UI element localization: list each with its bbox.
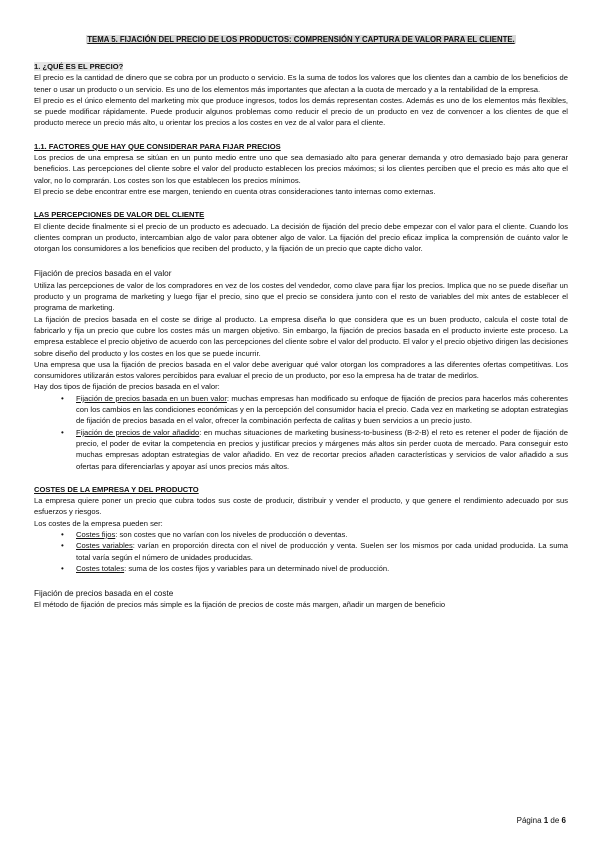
list-item [34,540,568,563]
list-item [34,393,568,427]
valor-paragraph-2: La fijación de precios basada en el coste se dirige al producto. La empresa diseña lo que considera que es un buen producto, calcula el coste total de fabricarlo y fija un precio que cubre los costes más un margen objetivo. Sin embargo, la fijación de precios basada en el producto invierte este proceso. La empresa establece el precio objetivo de acuerdo con las percepciones del cliente sobre el valor del producto. El valor y el precio objetivo dirigen las decisiones sobre diseño del producto y los costes en los que se puede incurrir. [34,314,568,358]
section-1-heading: 1. ¿QUÉ ES EL PRECIO? [34,62,124,71]
valor-paragraph-3: Una empresa que usa la fijación de precios basada en el valor debe averiguar qué valor otorgan los compradores a las diferentes ofertas competitivas. Los consumidores utilizarán estos valores percibidos para evaluar el precio de un producto, por eso la empresa ha de tratar de medirlos. [34,359,568,381]
bullet-icon: • [61,393,64,403]
bullet-text: : en muchas situaciones de marketing business-to-business (B-2-B) el reto es retener el poder de fijación de precio, el poder de evitar la competencia en precios y justificar precios y márgenes más altos sin perder cuota de mercado. Para conseguir esto muchas empresas adoptan estrategias de valor añadido. En vez de recortar precios añaden características y servicios de valor añadido a sus ofertas para diferenciarlas y apoyar así unos precios más altos. [76,427,569,471]
percepciones-paragraph: El cliente decide finalmente si el precio de un producto es adecuado. La decisión de fijación del precio debe empezar con el valor para el cliente. Cuando los clientes compran un producto, intercambian algo de valor para obtener algo de valor. La fijación del precio eficaz implica la comprensión de cuánto valor le otorgan los consumidores a los beneficios que reciben del producto, y la fijación de un precio que capte dicho valor. [34,221,568,254]
page-content [34,34,568,611]
section-1-paragraph-2: El precio es el único elemento del marketing mix que produce ingresos, todos los demás representan costes. Además es uno de los elementos más flexibles, se puede modificar rápidamente. Puede producir algunos problemas como reducir el precio de un producto en vez de convencer a los clientes de que el producto merece un precio más alto, u orientar los precios a los costes en vez de al valor para el cliente. [34,95,568,128]
bullet-icon: • [61,541,64,551]
bullet-term: Fijación de precios de valor añadido [76,427,200,437]
page-label: Página [516,816,544,825]
bullet-text: : suma de los costes fijos y variables para un determinado nivel de producción. [124,563,390,573]
bullet-icon: • [61,427,64,437]
costes-heading: COSTES DE LA EMPRESA Y DEL PRODUCTO [34,484,199,494]
section-1-1-heading: 1.1. FACTORES QUE HAY QUE CONSIDERAR PARA FIJAR PRECIOS [34,141,281,151]
coste-heading: Fijación de precios basada en el coste [34,589,174,599]
list-item [34,529,568,540]
costes-bullet-list [34,529,568,574]
valor-bullet-list [34,393,568,472]
bullet-term: Costes fijos [76,529,116,539]
bullet-icon: • [61,563,64,573]
bullet-text: : varían en proporción directa con el nivel de producción y venta. Suelen ser los mismos por cada unidad producida. La suma total varía según el número de unidades producidas. [76,541,568,562]
page-footer [517,816,566,825]
bullet-term: Fijación de precios basada en un buen valor [76,393,227,403]
bullet-term: Costes totales [76,563,125,573]
costes-paragraph-1: La empresa quiere poner un precio que cubra todos sus coste de producir, distribuir y vender el producto, y que genere el rendimiento adecuado por sus esfuerzos y riesgos. [34,496,568,517]
percepciones-heading: LAS PERCEPCIONES DE VALOR DEL CLIENTE [34,210,205,220]
valor-paragraph-4: Hay dos tipos de fijación de precios basada en el valor: [34,382,220,392]
page-current: 1 [543,816,549,825]
bullet-text: : muchas empresas han modificado su enfoque de fijación de precios para hacerlos más coherentes con los cambios en las condiciones económicas y en la percepción del consumidor hacia el precio. Cada vez en marketing se adoptan estrategias de fijación de precios basada en el valor, ofrecer la combinación perfecta de calitas y buen servicios a un precio justo. [76,393,568,426]
section-1-1-paragraph-1: Los precios de una empresa se sitúan en un punto medio entre uno que sea demasiado alto para generar demanda y otro demasiado bajo para generar beneficios. Las percepciones del cliente sobre el valor del producto establecen los precios máximos; si los clientes perciben que el precio es más alto que el valor, no lo comprarán. Los costes son los que establecen los precios mínimos. [34,153,568,185]
valor-paragraph-1: Utiliza las percepciones de valor de los compradores en vez de los costes del vendedor, como clave para fijar los precios. Implica que no se puede diseñar un producto y un programa de marketing y luego fijar el precio, sino que el precio se considera junto con el resto de variables del mix antes de establecer el programa de marketing. [34,280,568,313]
page-title: TEMA 5. FIJACIÓN DEL PRECIO DE LOS PRODUCTOS: COMPRENSIÓN Y CAPTURA DE VALOR PARA EL CLIENTE. [87,35,515,44]
coste-paragraph-1: El método de fijación de precios más simple es la fijación de precios de coste más margen, añadir un margen de beneficio [34,600,446,610]
list-item [34,427,568,472]
valor-heading: Fijación de precios basada en el valor [34,269,172,279]
section-1-1-paragraph-2: El precio se debe encontrar entre ese margen, teniendo en cuenta otras consideraciones tanto internas como externas. [34,186,436,196]
section-1-paragraph-1: El precio es la cantidad de dinero que se cobra por un producto o servicio. Es la suma de todos los valores que los clientes dan a cambio de los beneficios de tener o usar un producto o un servicio. Es uno de los elementos más importantes que afectan a la cuota de mercado y a la rentabilidad de la empresa. [34,73,568,94]
bullet-text: : son costes que no varían con los niveles de producción o deventas. [115,529,348,539]
bullet-icon: • [61,529,64,539]
page-total: 6 [561,816,566,825]
costes-paragraph-2: Los costes de la empresa pueden ser: [34,518,163,528]
bullet-term: Costes variables [76,541,133,551]
page-of: de [548,816,562,825]
list-item [34,563,568,574]
